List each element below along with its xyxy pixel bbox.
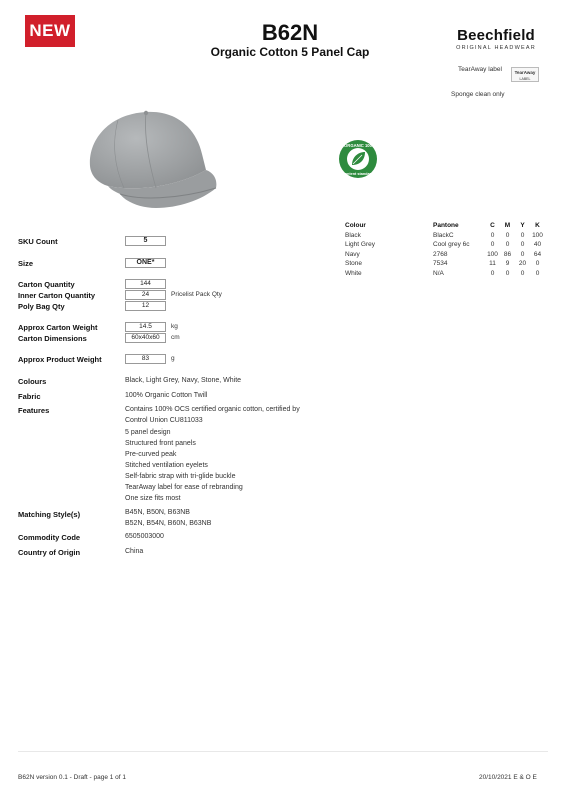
- list-item: Structured front panels: [125, 440, 196, 447]
- pantone-cell: 0: [520, 231, 525, 239]
- carton-weight-label: Approx Carton Weight: [18, 323, 98, 332]
- pantone-cell: 0: [535, 260, 540, 267]
- tearaway-text: TearAway label: [458, 66, 502, 73]
- table-row: [345, 231, 545, 241]
- carton-dimensions-unit: cm: [171, 334, 180, 341]
- fabric-value: 100% Organic Cotton Twill: [125, 392, 208, 399]
- carton-dimensions-value: 60x40x60: [125, 333, 166, 343]
- cap-product-image: [78, 104, 228, 214]
- colours-value: Black, Light Grey, Navy, Stone, White: [125, 377, 242, 384]
- brand-tagline: ORIGINAL HEADWEAR: [456, 45, 536, 51]
- pantone-cell: Cool grey 6c: [433, 241, 470, 248]
- pantone-cell: BlackC: [433, 231, 454, 239]
- poly-bag-qty-label: Poly Bag Qty: [18, 302, 65, 311]
- pantone-cell: 64: [533, 250, 542, 258]
- pantone-cell: 0: [520, 269, 525, 277]
- brand-logo: [446, 28, 546, 52]
- size-label: Size: [18, 259, 34, 268]
- list-item: Pre-curved peak: [125, 451, 177, 458]
- pantone-cell: 0: [520, 250, 525, 258]
- table-row: [345, 250, 545, 260]
- cert-line2: content standard: [342, 172, 374, 176]
- footer-divider: [18, 751, 548, 752]
- pantone-header-pantone: Pantone: [433, 222, 459, 229]
- table-row: [345, 240, 545, 250]
- new-badge: NEW: [25, 15, 75, 47]
- list-item: Contains 100% OCS certified organic cotton, certified by: [125, 406, 300, 413]
- pantone-header-row: [345, 221, 545, 231]
- pantone-cell: 9: [505, 260, 510, 267]
- tearaway-tag-line1: TearAway: [514, 70, 536, 75]
- list-item: TearAway label for ease of rebranding: [125, 484, 243, 491]
- product-code: B62N: [261, 20, 319, 45]
- pantone-cell: 0: [490, 269, 495, 277]
- carton-quantity-label: Carton Quantity: [18, 280, 75, 289]
- footer-version: B62N version 0.1 - Draft - page 1 of 1: [18, 774, 127, 781]
- product-name: Organic Cotton 5 Panel Cap: [210, 45, 370, 59]
- pantone-cell: Navy: [345, 250, 360, 258]
- matching-styles-value: [125, 507, 365, 529]
- pantone-header-k: K: [535, 222, 540, 229]
- colours-label: Colours: [18, 377, 47, 386]
- brand-name: Beechfield: [457, 27, 535, 44]
- country-of-origin-value: China: [125, 548, 144, 555]
- pantone-cell: 86: [503, 250, 512, 258]
- tearaway-label-icon: [511, 67, 539, 82]
- cert-line1: ORGANIC 100: [344, 143, 372, 148]
- list-item: 5 panel design: [125, 429, 171, 436]
- list-item: B52N, B54N, B60N, B63NB: [125, 520, 212, 527]
- features-list: [125, 404, 365, 504]
- pantone-cell: 11: [489, 260, 496, 267]
- care-instruction: Sponge clean only: [451, 91, 505, 98]
- pantone-cell: 0: [535, 269, 540, 277]
- pantone-cell: 0: [520, 241, 525, 248]
- list-item: Self-fabric strap with tri-glide buckle: [125, 473, 236, 480]
- pantone-cell: 100: [487, 250, 498, 258]
- pantone-cell: 100: [532, 231, 543, 239]
- pantone-cell: 0: [505, 231, 510, 239]
- pantone-header-y: Y: [520, 222, 525, 229]
- pricelist-pack-note: Pricelist Pack Qty: [171, 291, 222, 298]
- fabric-label: Fabric: [18, 392, 41, 401]
- pantone-cell: Stone: [345, 260, 362, 267]
- list-item: B45N, B50N, B63NB: [125, 509, 190, 516]
- poly-bag-qty-value: 12: [125, 301, 166, 311]
- size-value: ONE*: [125, 258, 166, 268]
- commodity-code-value: 6505003000: [125, 533, 164, 540]
- pantone-cell: White: [345, 269, 362, 277]
- carton-weight-value: 14.5: [125, 322, 166, 332]
- pantone-header-colour: Colour: [345, 222, 366, 229]
- pantone-cell: 0: [505, 269, 510, 277]
- pantone-cell: 40: [533, 241, 542, 248]
- footer-date: 20/10/2021 E & O E: [479, 774, 537, 781]
- pantone-cell: 2768: [433, 250, 448, 258]
- inner-carton-quantity-label: Inner Carton Quantity: [18, 291, 96, 300]
- list-item: Control Union CU811033: [125, 417, 203, 424]
- sku-count-value: 5: [125, 236, 166, 246]
- pantone-table: [345, 221, 545, 278]
- carton-dimensions-label: Carton Dimensions: [18, 334, 87, 343]
- pantone-header-c: C: [490, 222, 495, 229]
- pantone-cell: 20: [518, 260, 527, 267]
- sku-count-label: SKU Count: [18, 237, 58, 246]
- pantone-header-m: M: [504, 222, 511, 229]
- organic-certification-badge: [338, 139, 378, 179]
- product-weight-label: Approx Product Weight: [18, 355, 102, 364]
- table-row: [345, 259, 545, 269]
- commodity-code-label: Commodity Code: [18, 533, 81, 542]
- list-item: One size fits most: [125, 495, 181, 502]
- product-weight-unit: g: [171, 355, 175, 362]
- product-weight-value: 83: [125, 354, 166, 364]
- pantone-cell: 0: [490, 231, 495, 239]
- matching-styles-label: Matching Style(s): [18, 510, 81, 519]
- table-row: [345, 269, 545, 279]
- pantone-cell: N/A: [433, 269, 444, 277]
- pantone-cell: 0: [505, 241, 510, 248]
- carton-quantity-value: 144: [125, 279, 166, 289]
- pantone-cell: Black: [345, 231, 361, 239]
- inner-carton-quantity-value: 24: [125, 290, 166, 300]
- country-of-origin-label: Country of Origin: [18, 548, 81, 557]
- features-label: Features: [18, 406, 50, 415]
- pantone-cell: Light Grey: [345, 241, 375, 248]
- tearaway-tag-line2: LABEL: [519, 77, 531, 81]
- carton-weight-unit: kg: [171, 323, 178, 330]
- list-item: Stitched ventilation eyelets: [125, 462, 208, 469]
- pantone-cell: 7534: [433, 260, 448, 267]
- pantone-cell: 0: [490, 241, 495, 248]
